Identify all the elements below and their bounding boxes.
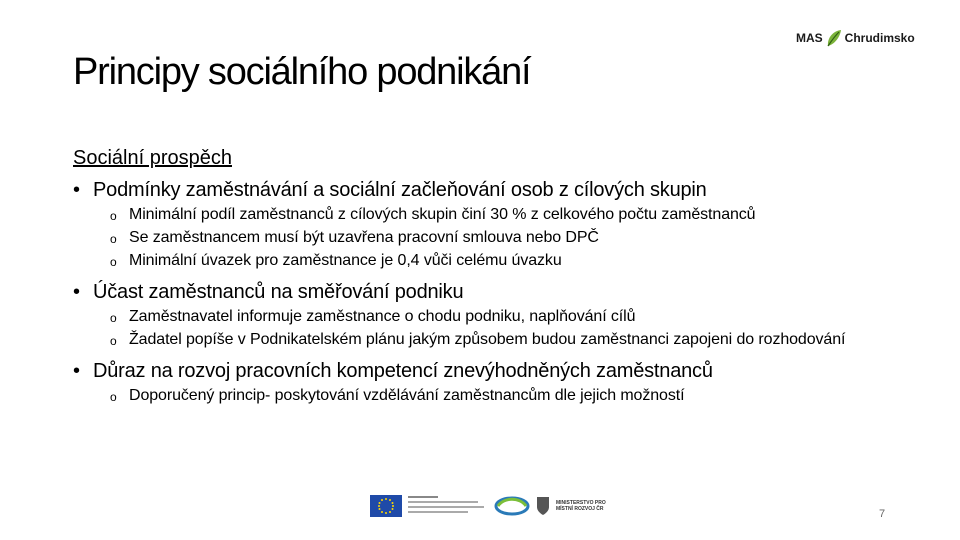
sub-list	[73, 387, 873, 405]
bullet-icon: •	[73, 179, 80, 201]
bullet-icon: •	[73, 281, 80, 303]
cz-coat-of-arms-icon	[536, 496, 550, 516]
sub-item	[73, 331, 869, 349]
sub-bullet-icon: o	[110, 390, 117, 404]
sub-item-text: Žadatel popíše v Podnikatelském plánu jakým způsobem budou zaměstnanci zapojeni do rozhodování	[129, 331, 846, 348]
bullet-icon: •	[73, 360, 80, 382]
sub-bullet-icon: o	[110, 255, 117, 269]
logo-right-text: Chrudimsko	[844, 31, 915, 45]
sub-bullet-icon: o	[110, 334, 117, 348]
sub-item-text: Se zaměstnancem musí být uzavřena pracovní smlouva nebo DPČ	[129, 229, 599, 246]
irop-logo-icon	[494, 495, 530, 517]
sub-bullet-icon: o	[110, 209, 117, 223]
bullet-item	[73, 178, 873, 202]
sub-item	[73, 387, 869, 405]
eu-program-logo	[408, 494, 488, 517]
section-heading: Sociální prospěch	[73, 147, 232, 169]
page-number: 7	[879, 508, 886, 520]
footer-logos	[370, 494, 606, 517]
sub-item-text: Minimální podíl zaměstnanců z cílových skupin činí 30 % z celkového počtu zaměstnanců	[129, 206, 756, 223]
sub-list	[73, 206, 873, 270]
logo-left-text: MAS	[796, 31, 823, 45]
bullet-text: Podmínky zaměstnávání a sociální začleňování osob z cílových skupin	[93, 179, 707, 201]
sub-item-text: Minimální úvazek pro zaměstnance je 0,4 vůči celému úvazku	[129, 252, 562, 269]
mas-logo	[796, 28, 915, 48]
sub-item	[73, 308, 869, 326]
sub-item-text: Doporučený princip- poskytování vzdělávání zaměstnancům dle jejich možností	[129, 387, 685, 404]
bullet-text: Důraz na rozvoj pracovních kompetencí znevýhodněných zaměstnanců	[93, 360, 713, 382]
sub-item	[73, 206, 869, 224]
eu-flag-icon	[370, 495, 402, 517]
sub-item-text: Zaměstnavatel informuje zaměstnance o chodu podniku, naplňování cílů	[129, 308, 636, 325]
page-title: Principy sociálního podnikání	[73, 51, 531, 93]
sub-bullet-icon: o	[110, 311, 117, 325]
leaf-icon	[825, 28, 843, 48]
sub-bullet-icon: o	[110, 232, 117, 246]
bullet-item	[73, 280, 873, 304]
bullet-item	[73, 359, 873, 383]
sub-item	[73, 229, 869, 247]
sub-item	[73, 252, 869, 270]
bullet-text: Účast zaměstnanců na směřování podniku	[93, 281, 464, 303]
sub-list	[73, 308, 873, 349]
slide-content	[73, 146, 873, 415]
ministry-logo-text: MINISTERSTVO PRO MÍSTNÍ ROZVOJ ČR	[556, 499, 606, 512]
